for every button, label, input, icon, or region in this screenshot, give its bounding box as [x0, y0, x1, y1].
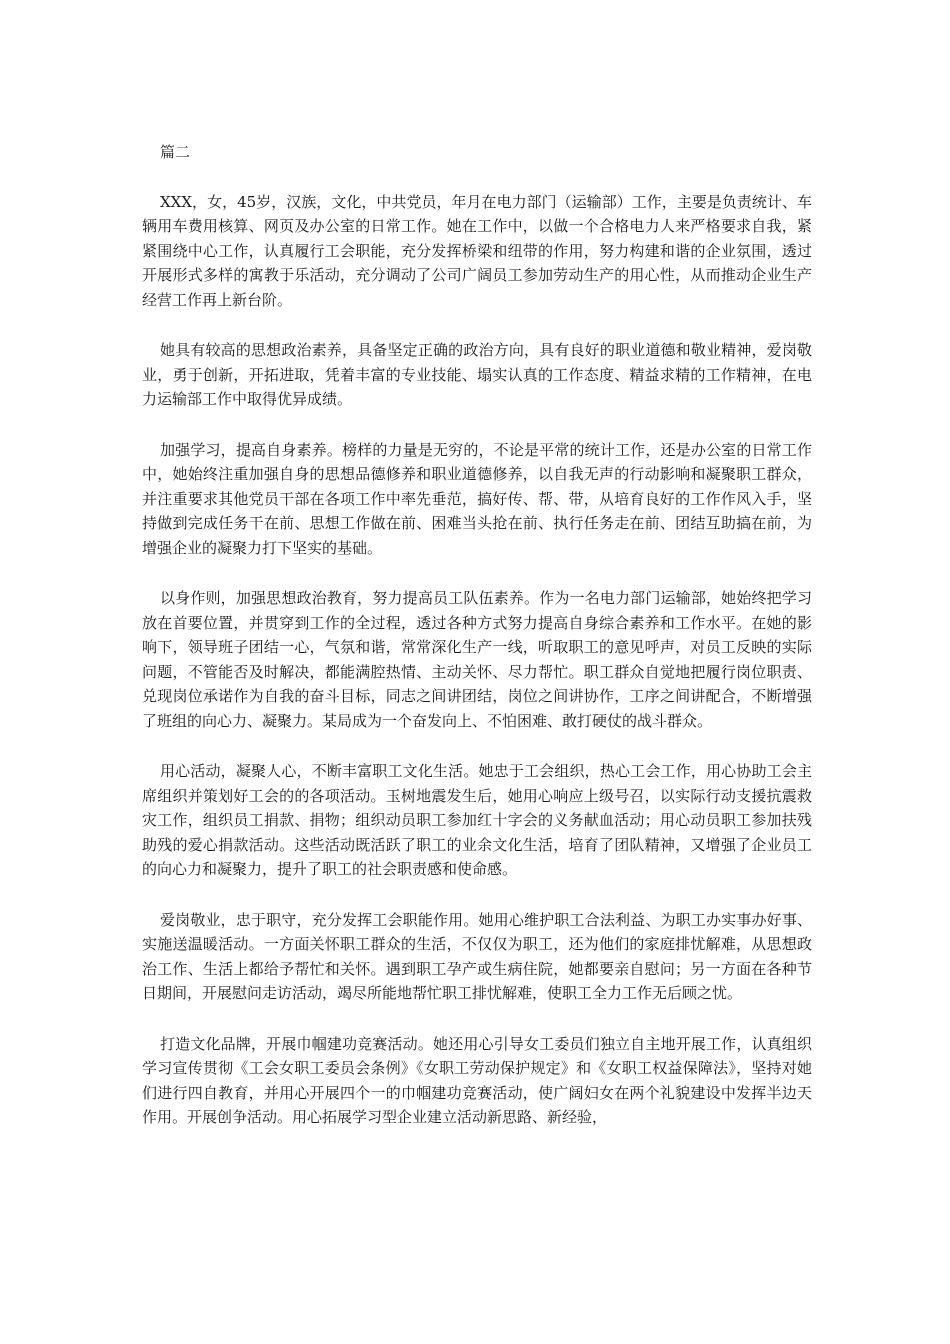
paragraph-intro: XXX，女，45岁，汉族，文化，中共党员，年月在电力部门（运输部）工作，主要是负责统计、车辆用车费用核算、网页及办公室的日常工作。她在工作中，以做一个合格电力人来严格要求自我，紧紧围绕中心工作，认真履行工会职能，充分发挥桥梁和纽带的作用，努力构建和谐的企业氛围，透过开展形式多样的寓教于乐活动，充分调动了公司广阔员工参加劳动生产的用心性，从而推动企业生产经营工作再上新台阶。: [142, 192, 812, 309]
paragraph-culture-brand: 打造文化品牌，开展巾帼建功竞赛活动。她还用心引导女工委员们独立自主地开展工作，认真组织学习宣传贯彻《工会女职工委员会条例》《女职工劳动保护规定》和《女职工权益保障法》，坚持对她们进行四自教育，并用心开展四个一的巾帼建功竞赛活动，使广阔妇女在两个礼貌建设中发挥半边天作用。开展创争活动。用心拓展学习型企业建立活动新思路、新经验，: [142, 1034, 812, 1126]
paragraph-lead-by-example: 以身作则，加强思想政治教育，努力提高员工队伍素养。作为一名电力部门运输部，她始终把学习放在首要位置，并贯穿到工作的全过程，透过各种方式努力提高自身综合素养和工作水平。在她的影响下，领导班子团结一心，气氛和谐，常常深化生产一线，听取职工的意见呼声，对员工反映的实际问题，不管能否及时解决，都能满腔热情、主动关怀、尽力帮忙。职工群众自觉地把履行岗位职责、兑现岗位承诺作为自我的奋斗目标，同志之间讲团结，岗位之间讲协作，工序之间讲配合，不断增强了班组的向心力、凝聚力。某局成为一个奋发向上、不怕困难、敢打硬仗的战斗群众。: [142, 589, 812, 730]
paragraph-dedication: 爱岗敬业，忠于职守，充分发挥工会职能作用。她用心维护职工合法利益、为职工办实事办好事、实施送温暖活动。一方面关怀职工群众的生活，不仅仅为职工，还为他们的家庭排忧解难，从思想政治工作、生活上都给予帮忙和关怀。遇到职工孕产或生病住院，她都要亲自慰问；另一方面在各种节日期间，开展慰问走访活动，竭尽所能地帮忙职工排忧解难，使职工全力工作无后顾之忧。: [142, 910, 812, 1002]
paragraph-study: 加强学习，提高自身素养。榜样的力量是无穷的，不论是平常的统计工作，还是办公室的日常工作中，她始终注重加强自身的思想品德修养和职业道德修养，以自我无声的行动影响和凝聚职工群众，并注重要求其他党员干部在各项工作中率先垂范，搞好传、帮、带，从培育良好的工作作风入手，坚持做到完成任务干在前、思想工作做在前、困难当头抢在前、执行任务走在前、团结互助搞在前，为增强企业的凝聚力打下坚实的基础。: [142, 440, 812, 557]
document-body: [142, 140, 812, 1130]
section-heading: 篇二: [160, 143, 191, 161]
paragraph-political-quality: 她具有较高的思想政治素养，具备坚定正确的政治方向，具有良好的职业道德和敬业精神，爱岗敬业，勇于创新，开拓进取，凭着丰富的专业技能、塌实认真的工作态度、精益求精的工作精神，在电力运输部工作中取得优异成绩。: [142, 341, 812, 408]
paragraph-activities: 用心活动，凝聚人心，不断丰富职工文化生活。她忠于工会组织，热心工会工作，用心协助工会主席组织并策划好工会的的各项活动。玉树地震发生后，她用心响应上级号召，以实际行动支援抗震救灾工作，组织员工捐款、捐物；组织动员职工参加红十字会的义务献血活动；用心动员职工参加扶残助残的爱心捐款活动。这些活动既活跃了职工的业余文化生活，培育了团队精神，又增强了企业员工的向心力和凝聚力，提升了职工的社会职责感和使命感。: [142, 762, 812, 878]
